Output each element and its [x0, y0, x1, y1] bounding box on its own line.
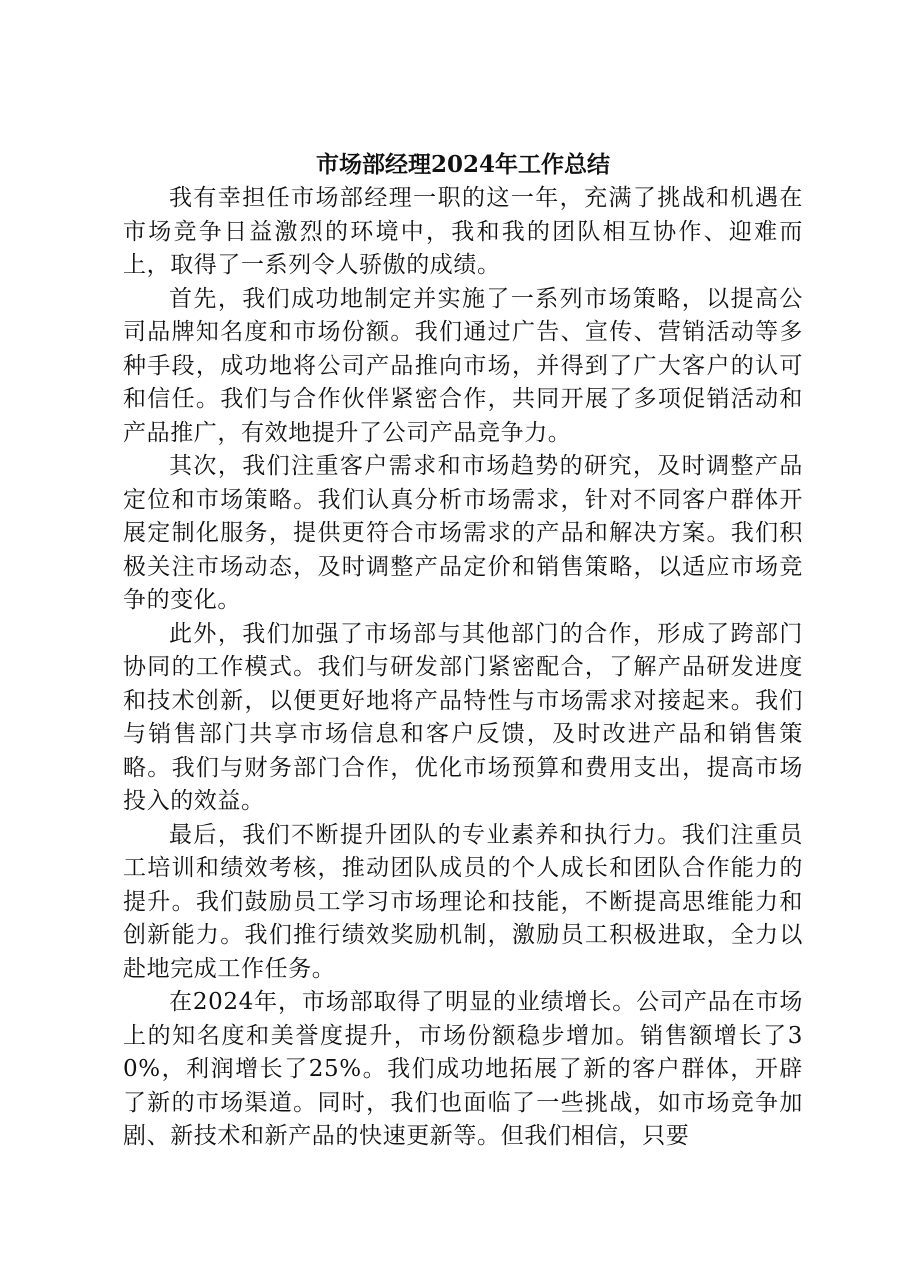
document-title: 市场部经理2024年工作总结: [315, 151, 610, 178]
paragraph-intro: 我有幸担任市场部经理一职的这一年，充满了挑战和机遇在市场竞争日益激烈的环境中，我和我的团队相互协作、迎难而上，取得了一系列令人骄傲的成绩。: [123, 185, 803, 278]
paragraph-fifth: 在2024年，市场部取得了明显的业绩增长。公司产品在市场上的知名度和美誉度提升，市场份额稳步增加。销售额增长了30%，利润增长了25%。我们成功地拓展了新的客户群体，开辟了新的市场渠道。同时，我们也面临了一些挑战，如市场竞争加剧、新技术和新产品的快速更新等。但我们相信，只要: [123, 989, 803, 1149]
paragraph-third: 此外，我们加强了市场部与其他部门的合作，形成了跨部门协同的工作模式。我们与研发部门紧密配合，了解产品研发进度和技术创新，以便更好地将产品特性与市场需求对接起来。我们与销售部门共享市场信息和客户反馈，及时改进产品和销售策略。我们与财务部门合作，优化市场预算和费用支出，提高市场投入的效益。: [123, 620, 803, 814]
paragraph-second: 其次，我们注重客户需求和市场趋势的研究，及时调整产品定位和市场策略。我们认真分析市场需求，针对不同客户群体开展定制化服务，提供更符合市场需求的产品和解决方案。我们积极关注市场动态，及时调整产品定价和销售策略，以适应市场竞争的变化。: [123, 453, 803, 613]
document-body: [123, 148, 803, 1154]
paragraph-fourth: 最后，我们不断提升团队的专业素养和执行力。我们注重员工培训和绩效考核，推动团队成员的个人成长和团队合作能力的提升。我们鼓励员工学习市场理论和技能，不断提高思维能力和创新能力。我们推行绩效奖励机制，激励员工积极进取，全力以赴地完成工作任务。: [123, 821, 803, 982]
paragraph-first: 首先，我们成功地制定并实施了一系列市场策略，以提高公司品牌知名度和市场份额。我们通过广告、宣传、营销活动等多种手段，成功地将公司产品推向市场，并得到了广大客户的认可和信任。我们与合作伙伴紧密合作，共同开展了多项促销活动和产品推广，有效地提升了公司产品竞争力。: [123, 285, 803, 446]
